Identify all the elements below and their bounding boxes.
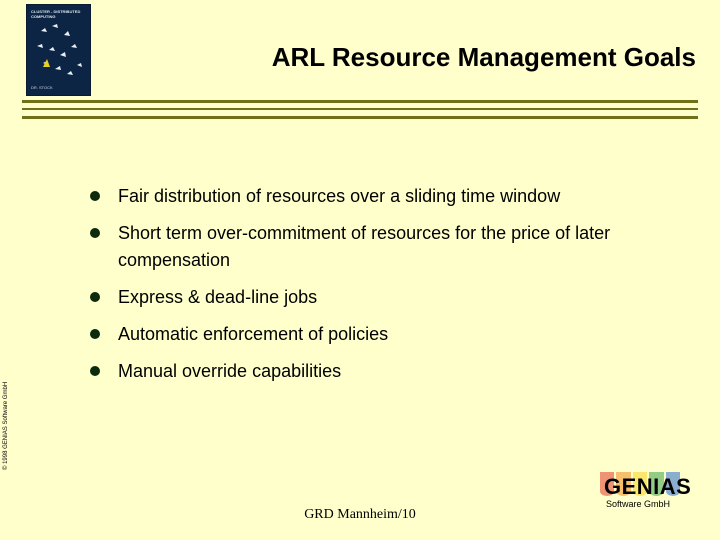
bullet-text: Short term over-commitment of resources for the price of later compensation bbox=[118, 223, 611, 270]
bullet-text: Automatic enforcement of policies bbox=[118, 324, 389, 344]
book-cover-image bbox=[26, 4, 91, 96]
book-cover-author: DR. STOCK bbox=[31, 85, 53, 90]
logo-name: GENIAS bbox=[604, 474, 692, 499]
bullet-item bbox=[90, 358, 650, 385]
bullet-item bbox=[90, 220, 650, 274]
slide-footer: GRD Mannheim/10 bbox=[304, 507, 416, 522]
copyright-notice: © 1998 GENIAS Software GmbH bbox=[3, 381, 9, 470]
logo-subtitle: Software GmbH bbox=[606, 499, 671, 509]
title-rule-1 bbox=[22, 100, 698, 103]
bullet-icon bbox=[90, 191, 100, 201]
bullet-item bbox=[90, 284, 650, 311]
book-cover-title: CLUSTER - DISTRIBUTED COMPUTING bbox=[31, 9, 81, 19]
bullet-list bbox=[90, 183, 650, 395]
bullet-icon bbox=[90, 228, 100, 238]
bullet-text: Express & dead-line jobs bbox=[118, 287, 318, 307]
genias-logo bbox=[600, 472, 698, 514]
bullet-text: Manual override capabilities bbox=[118, 361, 342, 381]
book-cover-artwork bbox=[27, 5, 90, 95]
slide-title: ARL Resource Management Goals bbox=[271, 42, 696, 72]
bullet-icon bbox=[90, 329, 100, 339]
bullet-icon bbox=[90, 366, 100, 376]
bullet-icon bbox=[90, 292, 100, 302]
bullet-item bbox=[90, 183, 650, 210]
bullet-item bbox=[90, 321, 650, 348]
bullet-text: Fair distribution of resources over a sliding time window bbox=[118, 186, 561, 206]
title-rule-2 bbox=[22, 108, 698, 110]
title-rule-3 bbox=[22, 116, 698, 119]
